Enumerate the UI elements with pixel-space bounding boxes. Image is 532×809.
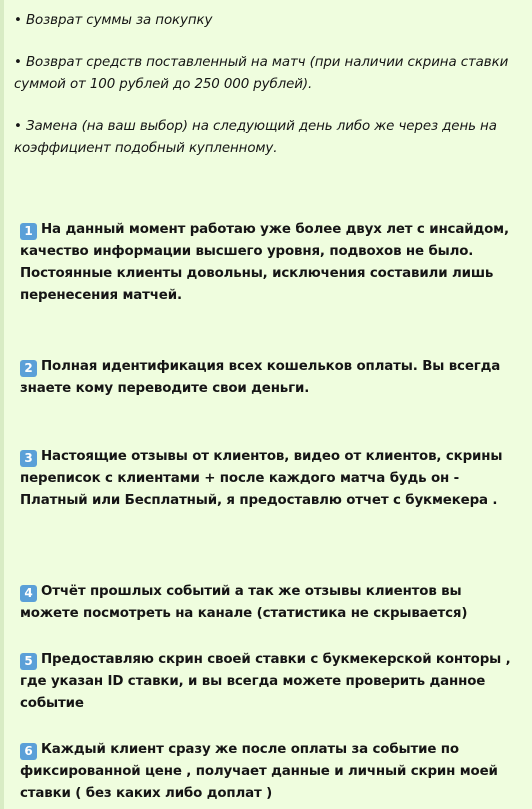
point-3: [20, 446, 520, 512]
point-4-text: Отчёт прошлых событий а так же отзывы клиентов вы можете посмотреть на канале (статистика не скрывается): [20, 584, 468, 621]
point-1-text: На данный момент работаю уже более двух лет с инсайдом, качество информации высшего уровня, подвохов не было. Постоянные клиенты довольны, исключения составили лишь перенесения матчей.: [20, 222, 509, 303]
keycap-1-icon: 1: [20, 223, 37, 240]
point-5-text: Предоставляю скрин своей ставки с букмекерской конторы , где указан ID ставки, и вы всегда можете проверить данное событие: [20, 652, 511, 711]
point-2-text: Полная идентификация всех кошельков оплаты. Вы всегда знаете кому переводите свои деньги.: [20, 359, 501, 396]
point-4: [20, 581, 520, 625]
guarantee-stake-refund: • Возврат средств поставленный на матч (при наличии скрина ставки суммой от 100 рублей до 250 000 рублей).: [14, 55, 509, 92]
guarantee-list: [14, 10, 529, 180]
point-6-text: Каждый клиент сразу же после оплаты за событие по фиксированной цене , получает данные и личный скрин моей ставки ( без каких либо доплат ): [20, 742, 498, 801]
point-2: [20, 356, 520, 400]
point-3-text: Настоящие отзывы от клиентов, видео от клиентов, скрины переписок с клиентами + после каждого матча будь он - Платный или Бесплатный, я предоставлю отчет с букмекера .: [20, 449, 503, 508]
keycap-6-icon: 6: [20, 743, 37, 760]
keycap-2-icon: 2: [20, 360, 37, 377]
guarantee-refund: • Возврат суммы за покупку: [14, 13, 213, 28]
keycap-3-icon: 3: [20, 450, 37, 467]
keycap-4-icon: 4: [20, 585, 37, 602]
point-6: [20, 739, 520, 805]
guarantee-replacement: • Замена (на ваш выбор) на следующий день либо же через день на коэффициент подобный купленному.: [14, 119, 497, 156]
keycap-5-icon: 5: [20, 653, 37, 670]
point-1: [20, 219, 520, 307]
point-5: [20, 649, 520, 715]
